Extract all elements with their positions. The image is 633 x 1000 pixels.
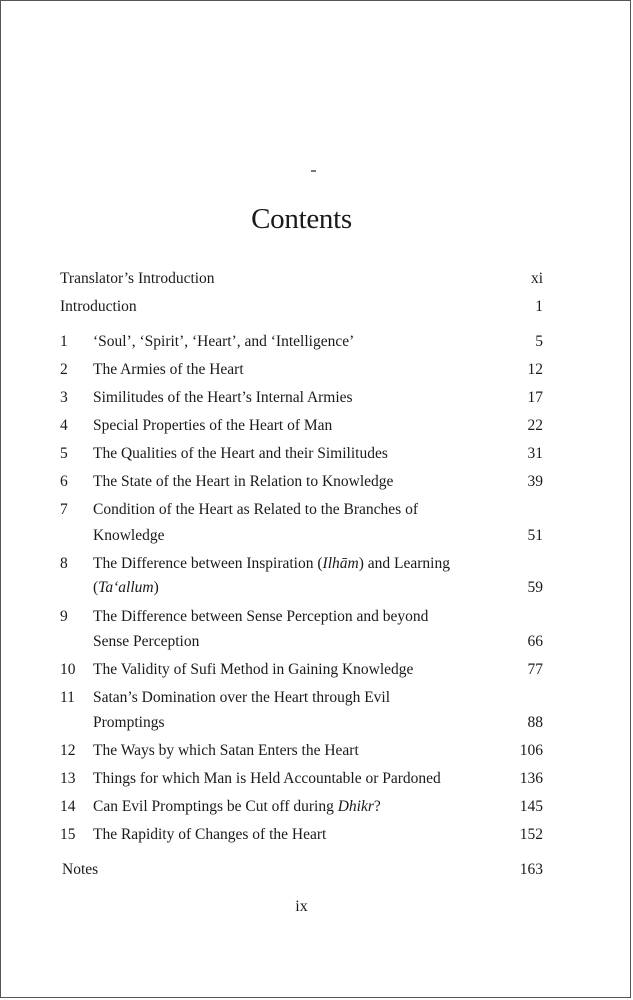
chapter-page: 12 [527, 361, 543, 378]
chapter-title-line-2: Sense Perception [93, 633, 200, 650]
toc-entry-label: Notes [62, 861, 99, 878]
chapter-number: 7 [60, 501, 68, 518]
chapter-page: 5 [535, 333, 543, 350]
chapter-number: 12 [60, 742, 76, 759]
chapter-page: 31 [527, 445, 543, 462]
toc-chapter-8-cont [0, 574, 543, 602]
chapter-title-line-1: Condition of the Heart as Related to the Branches of [93, 501, 418, 518]
toc-entry-page: 1 [535, 298, 543, 315]
toc-entry-notes[interactable] [62, 856, 543, 884]
chapter-page: 152 [519, 826, 543, 843]
toc-chapter-9-cont [0, 628, 543, 656]
chapter-page: 77 [527, 661, 543, 678]
toc-chapter-11-cont [0, 709, 543, 737]
printer-mark [311, 170, 316, 172]
toc-chapter-12[interactable] [0, 737, 543, 765]
chapter-page: 22 [527, 417, 543, 434]
chapter-number: 11 [60, 689, 75, 706]
chapter-number: 8 [60, 555, 68, 572]
chapter-page: 51 [527, 527, 543, 544]
chapter-title: The Rapidity of Changes of the Heart [93, 826, 327, 843]
chapter-title: Special Properties of the Heart of Man [93, 417, 333, 434]
chapter-number: 9 [60, 608, 68, 625]
chapter-page: 59 [527, 579, 543, 596]
chapter-number: 4 [60, 417, 68, 434]
chapter-title: The State of the Heart in Relation to Knowledge [93, 473, 394, 490]
chapter-title-line-2: Knowledge [93, 527, 165, 544]
chapter-title: Similitudes of the Heart’s Internal Armies [93, 389, 353, 406]
chapter-title: ‘Soul’, ‘Spirit’, ‘Heart’, and ‘Intelligence’ [93, 333, 355, 350]
chapter-page: 145 [519, 798, 543, 815]
chapter-title: Things for which Man is Held Accountable or Pardoned [93, 770, 441, 787]
chapter-number: 15 [60, 826, 76, 843]
toc-chapter-7-cont [0, 522, 543, 550]
toc-entry-page: xi [530, 270, 543, 287]
toc-chapter-11[interactable] [0, 684, 543, 712]
toc-chapter-9[interactable] [0, 603, 543, 631]
chapter-page: 39 [527, 473, 543, 490]
toc-chapter-1[interactable] [0, 328, 543, 356]
chapter-number: 6 [60, 473, 68, 490]
toc-entry-translators-introduction[interactable] [60, 265, 543, 293]
chapter-page: 136 [519, 770, 543, 787]
chapter-page: 88 [527, 714, 543, 731]
toc-entry-page: 163 [519, 861, 543, 878]
chapter-title: The Ways by which Satan Enters the Heart [93, 742, 359, 759]
chapter-page: 106 [519, 742, 543, 759]
chapter-title-line-2: Promptings [93, 714, 165, 731]
toc-chapter-7[interactable] [0, 496, 543, 524]
chapter-page: 66 [527, 633, 543, 650]
chapter-title-line-1: Satan’s Domination over the Heart through Evil [93, 689, 391, 706]
chapter-number: 3 [60, 389, 68, 406]
chapter-number: 13 [60, 770, 76, 787]
toc-chapter-14[interactable] [0, 793, 543, 821]
chapter-number: 10 [60, 661, 76, 678]
toc-chapter-15[interactable] [0, 821, 543, 849]
chapter-number: 2 [60, 361, 68, 378]
toc-chapter-6[interactable] [0, 468, 543, 496]
toc-chapter-4[interactable] [0, 412, 543, 440]
toc-chapter-3[interactable] [0, 384, 543, 412]
chapter-title: Can Evil Promptings be Cut off during Dhikr? [93, 798, 381, 815]
chapter-title-line-2: (Ta‘allum) [93, 579, 159, 596]
chapter-title: The Armies of the Heart [93, 361, 244, 378]
chapter-number: 5 [60, 445, 68, 462]
chapter-title: The Qualities of the Heart and their Similitudes [93, 445, 388, 462]
chapter-page: 17 [527, 389, 543, 406]
page-title: Contents [251, 203, 352, 235]
toc-chapter-13[interactable] [0, 765, 543, 793]
toc-entry-label: Translator’s Introduction [60, 270, 215, 287]
chapter-title-line-1: The Difference between Sense Perception and beyond [93, 608, 429, 625]
chapter-number: 1 [60, 333, 68, 350]
chapter-number: 14 [60, 798, 76, 815]
toc-chapter-2[interactable] [0, 356, 543, 384]
toc-chapter-10[interactable] [0, 656, 543, 684]
page-number: ix [295, 898, 308, 915]
chapter-title-line-1: The Difference between Inspiration (Ilhām) and Learning [93, 555, 450, 572]
chapter-title: The Validity of Sufi Method in Gaining Knowledge [93, 661, 414, 678]
toc-entry-label: Introduction [60, 298, 137, 315]
toc-chapter-5[interactable] [0, 440, 543, 468]
toc-entry-introduction[interactable] [60, 293, 543, 321]
